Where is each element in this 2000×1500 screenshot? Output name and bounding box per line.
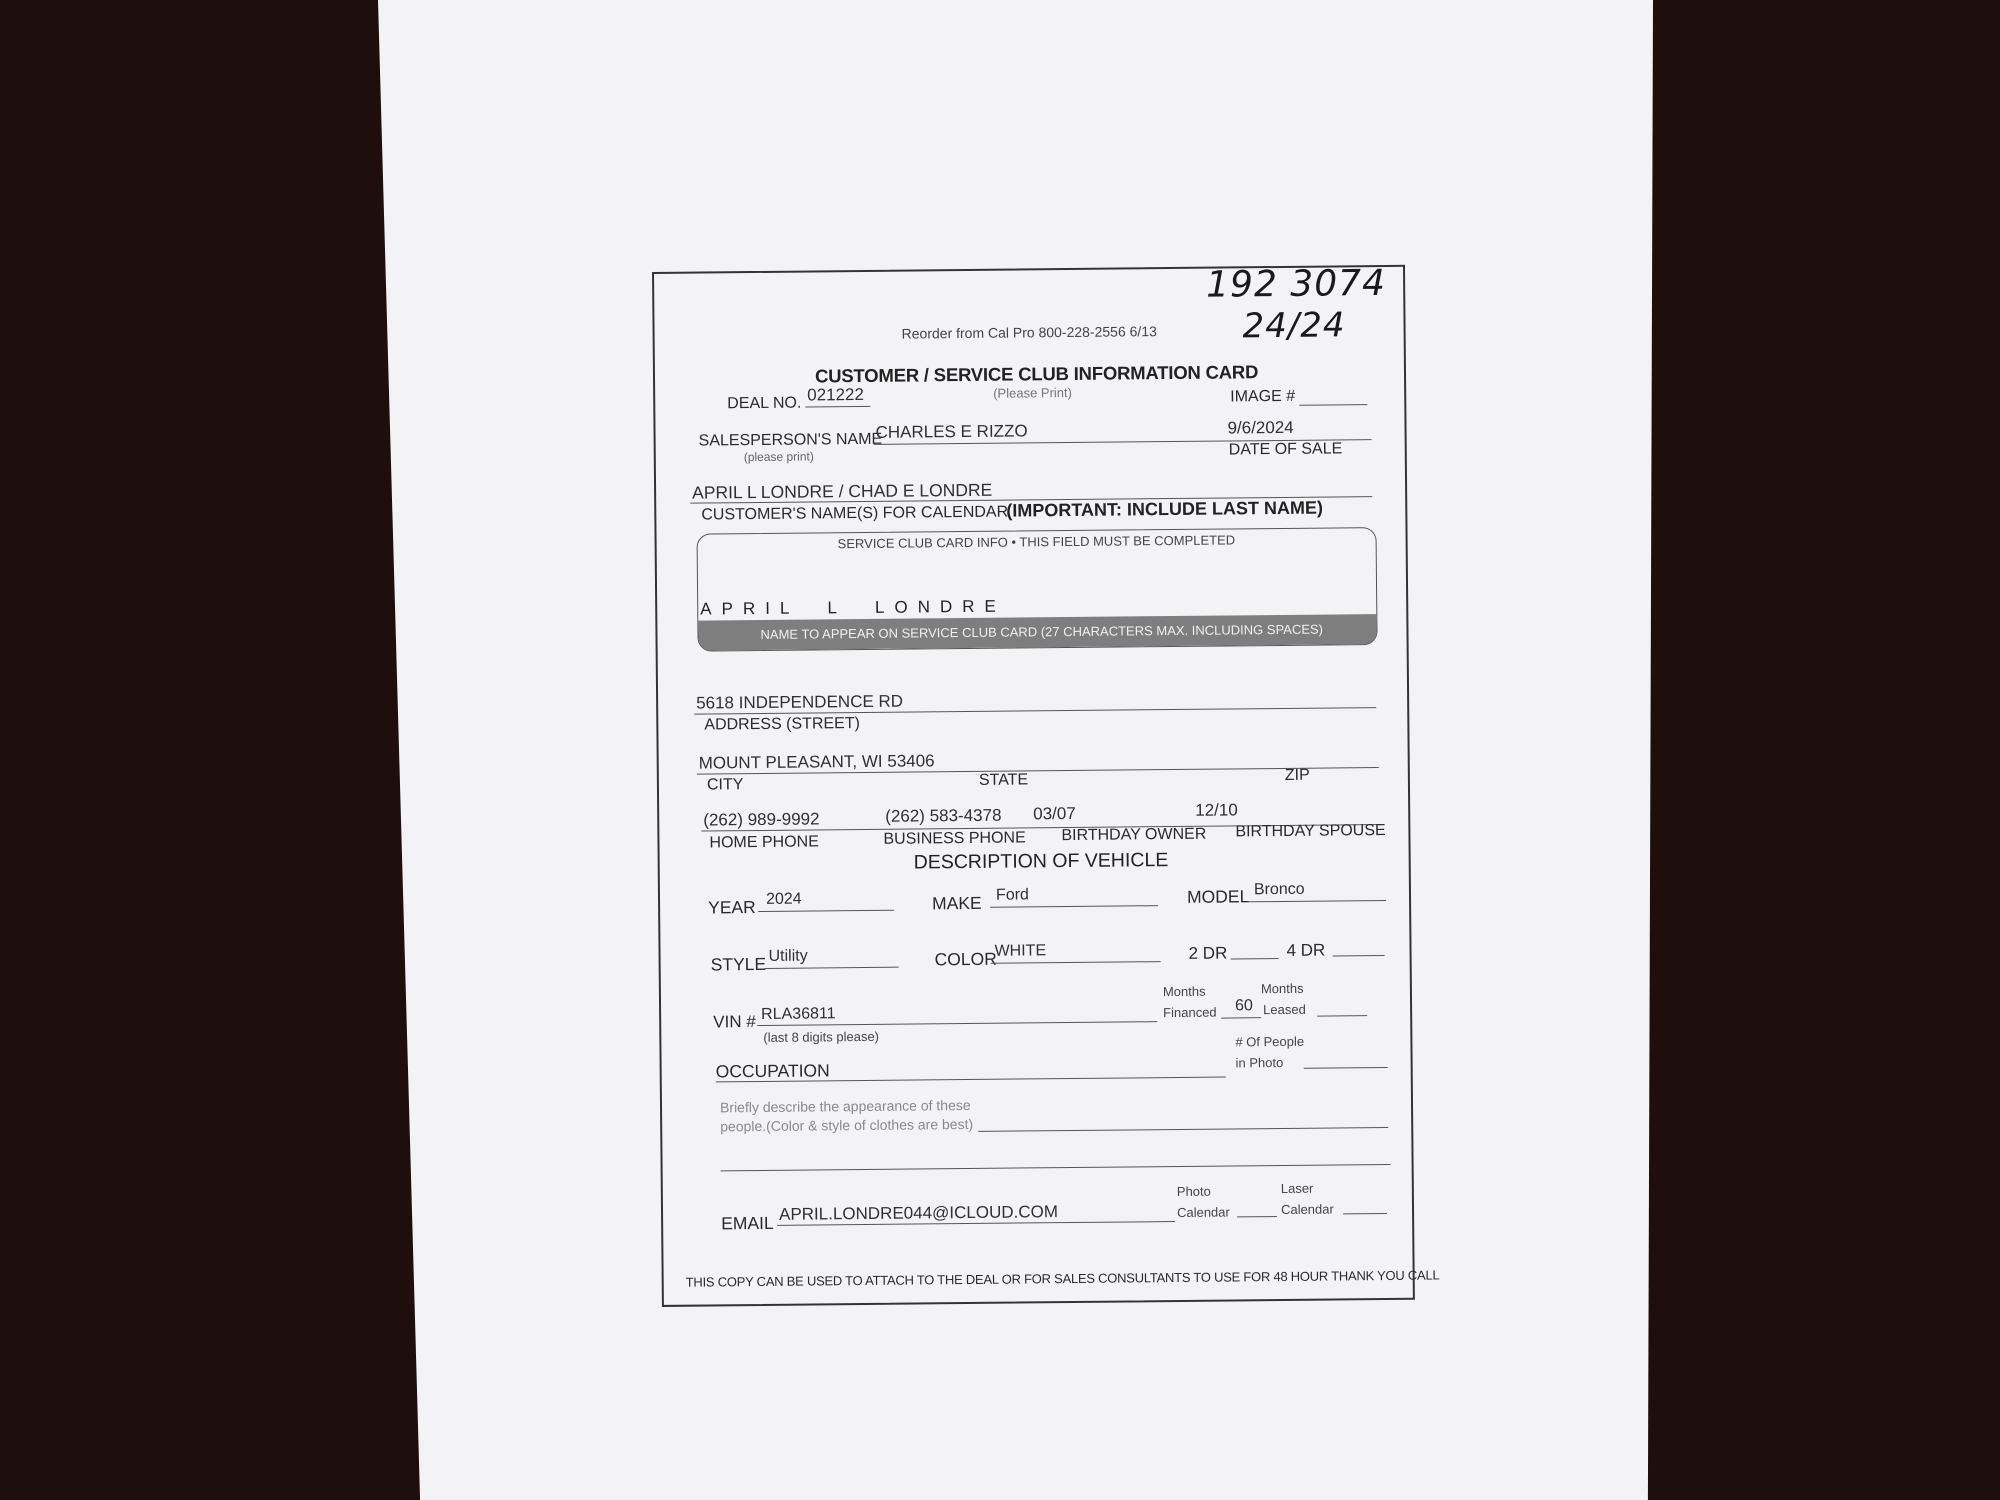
- financed-rule: [1221, 1017, 1261, 1018]
- people-in-photo-label-2: in Photo: [1235, 1054, 1284, 1071]
- months-financed-label-2: Financed: [1163, 1004, 1217, 1021]
- birthday-owner-value: 03/07: [1033, 803, 1076, 824]
- email-label: EMAIL: [721, 1212, 774, 1234]
- photo-calendar-rule: [1237, 1216, 1277, 1217]
- please-print-note: (Please Print): [993, 384, 1072, 401]
- service-club-footer-band: [698, 614, 1376, 651]
- deal-number-value: 021222: [807, 384, 865, 405]
- birthday-spouse-label: BIRTHDAY SPOUSE: [1235, 821, 1386, 841]
- customer-names-value: APRIL L LONDRE / CHAD E LONDRE: [692, 479, 993, 503]
- zip-label: ZIP: [1284, 766, 1310, 784]
- months-leased-label-1: Months: [1260, 980, 1304, 997]
- date-of-sale-value: 9/6/2024: [1227, 417, 1294, 438]
- state-label: STATE: [978, 771, 1029, 789]
- service-club-information-card: [652, 262, 1440, 1307]
- business-phone-label: BUSINESS PHONE: [883, 829, 1026, 848]
- four-door-rule: [1333, 955, 1385, 956]
- model-rule: [1248, 900, 1386, 902]
- date-of-sale-label: DATE OF SALE: [1228, 440, 1343, 459]
- vin-value: RLA36811: [761, 1005, 836, 1023]
- photo-calendar-label-1: Photo: [1176, 1183, 1211, 1200]
- reorder-text: Reorder from Cal Pro 800-228-2556 6/13: [901, 323, 1157, 342]
- card-footer: THIS COPY CAN BE USED TO ATTACH TO THE DEAL OR FOR SALES CONSULTANTS TO USE FOR 48 HOUR THANK YOU CALL: [685, 1267, 1440, 1290]
- style-value: Utility: [768, 947, 808, 965]
- months-financed-value: 60: [1234, 997, 1253, 1015]
- two-door-rule: [1231, 958, 1279, 959]
- model-label: MODEL: [1186, 886, 1250, 907]
- image-number-rule: [1299, 404, 1367, 406]
- make-label: MAKE: [931, 892, 982, 914]
- make-rule: [990, 905, 1158, 908]
- describe-line-2: people.(Color & style of clothes are best): [720, 1115, 974, 1135]
- style-rule: [765, 967, 899, 969]
- describe-line-1: Briefly describe the appearance of these: [719, 1096, 971, 1116]
- describe-rule-2: [721, 1164, 1391, 1171]
- card-title: CUSTOMER / SERVICE CLUB INFORMATION CARD: [814, 361, 1259, 387]
- photo-calendar-label-2: Calendar: [1176, 1204, 1230, 1221]
- make-value: Ford: [995, 886, 1029, 904]
- home-phone-label: HOME PHONE: [709, 833, 819, 852]
- people-in-photo-label-1: # Of People: [1235, 1033, 1305, 1050]
- color-value: WHITE: [994, 942, 1047, 960]
- model-value: Bronco: [1253, 880, 1305, 899]
- business-phone-value: (262) 583-4378: [885, 805, 1002, 826]
- vin-sub: (last 8 digits please): [763, 1028, 880, 1045]
- birthday-spouse-value: 12/10: [1195, 800, 1238, 820]
- laser-calendar-label-2: Calendar: [1280, 1201, 1334, 1218]
- two-door-label: 2 DR: [1188, 943, 1228, 963]
- style-label: STYLE: [710, 953, 767, 975]
- salesperson-sub: (please print): [743, 449, 814, 465]
- occupation-label: OCCUPATION: [715, 1060, 830, 1082]
- deal-number-rule: [805, 406, 870, 408]
- color-label: COLOR: [934, 948, 997, 970]
- deal-number-label: DEAL NO.: [727, 394, 802, 413]
- important-note: (IMPORTANT: INCLUDE LAST NAME): [1006, 497, 1324, 521]
- service-club-footer: NAME TO APPEAR ON SERVICE CLUB CARD (27 CHARACTERS MAX. INCLUDING SPACES): [760, 621, 1324, 642]
- email-value: APRIL.LONDRE044@ICLOUD.COM: [778, 1202, 1059, 1224]
- color-rule: [991, 961, 1161, 964]
- salesperson-value: CHARLES E RIZZO: [875, 421, 1028, 442]
- year-value: 2024: [765, 890, 802, 908]
- address-value: 5618 INDEPENDENCE RD: [696, 691, 904, 713]
- vehicle-heading: DESCRIPTION OF VEHICLE: [913, 849, 1169, 874]
- four-door-label: 4 DR: [1286, 940, 1326, 960]
- laser-calendar-label-1: Laser: [1280, 1180, 1314, 1197]
- year-label: YEAR: [708, 897, 756, 918]
- handwritten-note-1: 192 3074: [1205, 262, 1387, 306]
- describe-rule-1: [978, 1127, 1388, 1132]
- service-club-name-value: APRIL L LONDRE: [700, 596, 1006, 619]
- customer-names-label: CUSTOMER'S NAME(S) FOR CALENDAR: [701, 503, 1009, 524]
- months-financed-label-1: Months: [1162, 983, 1206, 1000]
- image-number-label: IMAGE #: [1230, 387, 1296, 406]
- handwritten-note-2: 24/24: [1242, 305, 1346, 347]
- address-label: ADDRESS (STREET): [704, 715, 861, 734]
- city-value: MOUNT PLEASANT, WI 53406: [698, 751, 935, 773]
- service-club-box: [697, 527, 1378, 652]
- people-in-photo-rule: [1304, 1067, 1388, 1069]
- city-label: CITY: [706, 776, 744, 794]
- birthday-owner-label: BIRTHDAY OWNER: [1061, 825, 1207, 845]
- service-club-header: SERVICE CLUB CARD INFO • THIS FIELD MUST BE COMPLETED: [837, 532, 1236, 552]
- salesperson-label: SALESPERSON'S NAME: [698, 430, 883, 450]
- months-leased-label-2: Leased: [1263, 1001, 1306, 1018]
- laser-calendar-rule: [1343, 1213, 1387, 1214]
- home-phone-value: (262) 989-9992: [703, 809, 820, 830]
- vin-label: VIN #: [713, 1012, 756, 1032]
- year-rule: [758, 910, 894, 912]
- leased-rule: [1317, 1015, 1367, 1016]
